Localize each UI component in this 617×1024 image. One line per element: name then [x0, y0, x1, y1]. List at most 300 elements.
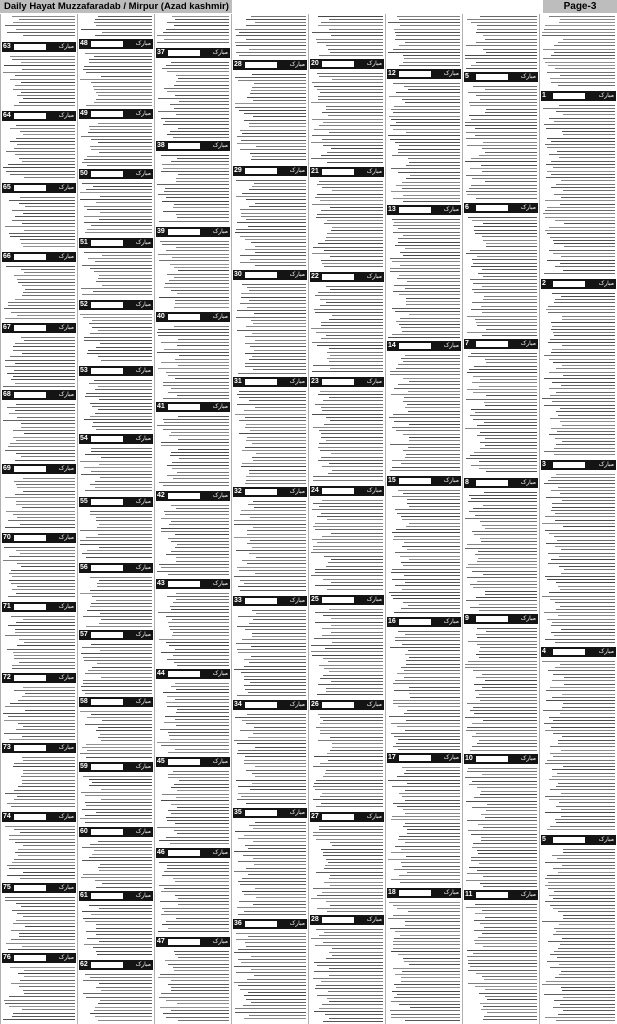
text-line: [561, 809, 615, 810]
text-line: [175, 699, 229, 700]
text-line: [399, 145, 460, 146]
ad-number-band: [79, 697, 153, 707]
text-line: [321, 322, 383, 323]
text-line: [251, 956, 306, 957]
ad-number-band: [2, 390, 76, 400]
text-line: [163, 1013, 229, 1014]
text-line: [562, 345, 615, 346]
ad-number: 48: [80, 40, 88, 47]
text-line: [21, 427, 75, 428]
text-line: [552, 382, 615, 383]
ad-blank-slot: [322, 169, 354, 175]
text-line: [471, 65, 537, 66]
text-line: [16, 125, 75, 126]
text-line: [23, 134, 75, 135]
text-line: [92, 596, 152, 597]
text-line: [485, 528, 537, 529]
text-line: [12, 1016, 75, 1017]
ad-text-block: [464, 490, 538, 612]
text-line: [409, 314, 460, 315]
text-line: [238, 959, 306, 960]
text-line: [470, 279, 537, 280]
text-line: [401, 562, 460, 563]
text-line: [87, 156, 152, 157]
text-line: [16, 484, 75, 485]
ad-brand-mark: مبارک: [366, 813, 382, 820]
text-line: [163, 382, 229, 383]
text-line: [474, 452, 537, 453]
text-line: [406, 720, 460, 721]
text-line: [162, 794, 229, 795]
ad-number: 21: [311, 168, 319, 175]
text-line: [407, 872, 460, 873]
text-line: [87, 717, 152, 718]
text-line: [161, 914, 229, 915]
text-line: [10, 236, 75, 237]
text-line: [172, 619, 229, 620]
ad-brand-mark: مبارک: [520, 340, 536, 347]
text-line: [96, 92, 152, 93]
text-line: [251, 1002, 306, 1003]
text-line: [84, 216, 152, 217]
text-line: [409, 381, 460, 382]
text-line: [13, 766, 75, 767]
text-line: [407, 710, 460, 711]
text-line: [96, 812, 152, 813]
text-line: [20, 239, 75, 240]
text-line: [248, 874, 306, 875]
ad-blank-slot: [168, 939, 200, 945]
text-line: [311, 158, 383, 159]
text-line: [323, 145, 383, 146]
text-line: [252, 333, 306, 334]
text-line: [256, 557, 306, 558]
text-line: [479, 993, 537, 994]
text-line: [163, 398, 229, 399]
text-line: [95, 35, 152, 36]
text-line: [241, 140, 306, 141]
text-line: [555, 266, 615, 267]
text-line: [168, 774, 230, 775]
text-line: [21, 92, 75, 93]
text-line: [234, 537, 306, 538]
ad-text-block: [387, 629, 461, 751]
text-line: [86, 757, 152, 758]
ad-text-block: [2, 14, 76, 40]
ad-text-block: [2, 264, 76, 321]
text-line: [237, 143, 306, 144]
text-line: [561, 971, 615, 972]
text-line: [326, 440, 383, 441]
text-line: [395, 142, 460, 143]
text-line: [160, 729, 229, 730]
text-line: [86, 805, 152, 806]
text-line: [317, 89, 383, 90]
text-line: [394, 997, 460, 998]
text-line: [171, 813, 229, 814]
text-line: [247, 530, 306, 531]
text-line: [397, 806, 460, 807]
text-line: [319, 1008, 383, 1009]
text-line: [322, 793, 383, 794]
text-line: [312, 253, 383, 254]
text-line: [242, 891, 306, 892]
text-line: [315, 789, 383, 790]
ad-blank-slot: [91, 171, 123, 177]
text-line: [17, 586, 75, 587]
ad-brand-mark: مبارک: [289, 809, 305, 816]
text-line: [327, 220, 383, 221]
text-line: [311, 552, 383, 553]
text-line: [96, 887, 152, 888]
ad-number-band: [79, 563, 153, 573]
text-line: [544, 273, 615, 274]
text-line: [392, 261, 460, 262]
ad-number: 66: [3, 253, 11, 260]
text-line: [173, 478, 229, 479]
text-line: [330, 750, 383, 751]
text-line: [477, 561, 537, 562]
text-line: [311, 651, 383, 652]
text-line: [255, 340, 306, 341]
text-line: [25, 206, 75, 207]
text-line: [86, 997, 152, 998]
text-line: [158, 194, 229, 195]
text-line: [394, 612, 460, 613]
text-line: [256, 897, 306, 898]
text-line: [393, 198, 460, 199]
text-line: [322, 466, 383, 467]
ad-brand-mark: مبارک: [135, 698, 151, 705]
text-line: [400, 25, 460, 26]
text-line: [409, 162, 460, 163]
text-line: [545, 862, 615, 863]
column-7: [462, 14, 539, 1024]
text-line: [242, 450, 306, 451]
text-line: [177, 544, 229, 545]
text-line: [327, 358, 383, 359]
text-line: [174, 662, 229, 663]
text-line: [14, 790, 75, 791]
text-line: [9, 413, 75, 414]
text-line: [324, 556, 383, 557]
text-line: [168, 928, 229, 929]
text-line: [332, 190, 383, 191]
text-line: [253, 116, 306, 117]
ad-number-band: [387, 341, 461, 351]
text-line: [480, 442, 537, 443]
text-line: [158, 111, 229, 112]
text-line: [314, 756, 383, 757]
text-line: [255, 407, 306, 408]
text-line: [556, 411, 615, 412]
text-line: [85, 232, 152, 233]
text-line: [21, 776, 75, 777]
text-line: [313, 247, 383, 248]
text-line: [249, 123, 306, 124]
text-line: [163, 124, 229, 125]
ad-blank-slot: [14, 955, 46, 961]
ad-text-block: [464, 626, 538, 752]
text-line: [15, 494, 75, 495]
text-line: [472, 736, 537, 737]
text-line: [400, 882, 460, 883]
text-line: [169, 626, 229, 627]
text-line: [98, 16, 152, 17]
text-line: [390, 928, 460, 929]
text-line: [394, 869, 460, 870]
text-line: [321, 437, 383, 438]
text-line: [542, 35, 615, 36]
text-line: [395, 311, 460, 312]
text-line: [322, 410, 383, 411]
text-line: [245, 427, 307, 428]
text-line: [547, 138, 615, 139]
text-line: [313, 427, 383, 428]
text-line: [406, 301, 460, 302]
text-line: [546, 177, 615, 178]
text-line: [246, 424, 306, 425]
text-line: [409, 687, 460, 688]
text-line: [392, 786, 460, 787]
text-line: [158, 368, 229, 369]
ad-text-block: [156, 860, 230, 935]
text-line: [176, 918, 229, 919]
text-line: [401, 849, 460, 850]
text-line: [563, 852, 615, 853]
text-line: [390, 470, 460, 471]
text-line: [558, 743, 615, 744]
text-line: [315, 572, 383, 573]
text-line: [87, 209, 152, 210]
text-line: [555, 220, 615, 221]
ad-number-band: [2, 42, 76, 52]
text-line: [481, 840, 537, 841]
text-line: [242, 878, 306, 879]
ad-number: 42: [157, 492, 165, 499]
text-line: [482, 910, 537, 911]
text-line: [23, 990, 75, 991]
text-line: [244, 995, 306, 996]
text-line: [398, 242, 460, 243]
ad-text-block: [233, 608, 307, 698]
ad-number-band: [79, 434, 153, 444]
text-line: [248, 737, 306, 738]
text-line: [553, 240, 615, 241]
text-line: [403, 201, 460, 202]
text-line: [312, 135, 383, 136]
text-line: [395, 552, 460, 553]
text-line: [82, 162, 152, 163]
text-line: [466, 730, 537, 731]
text-line: [86, 189, 152, 190]
text-line: [12, 210, 75, 211]
text-line: [482, 236, 537, 237]
text-line: [12, 220, 75, 221]
text-line: [405, 654, 460, 655]
text-line: [169, 280, 229, 281]
text-line: [476, 973, 537, 974]
ad-blank-slot: [91, 111, 123, 117]
text-line: [324, 266, 383, 267]
text-line: [89, 779, 152, 780]
text-line: [172, 635, 229, 636]
ad-number: 58: [80, 698, 88, 705]
ad-brand-mark: مبارک: [366, 701, 382, 708]
text-line: [552, 680, 615, 681]
text-line: [161, 993, 229, 994]
text-line: [253, 733, 306, 734]
text-line: [174, 108, 229, 109]
ad-number: 4: [542, 648, 546, 655]
text-line: [316, 806, 383, 807]
ad-number-band: [233, 808, 307, 818]
text-line: [332, 227, 383, 228]
ad-number-band: [310, 812, 384, 822]
text-line: [545, 530, 615, 531]
text-line: [83, 317, 152, 318]
text-line: [92, 327, 152, 328]
text-line: [468, 356, 537, 357]
text-line: [555, 513, 615, 514]
text-line: [98, 356, 152, 357]
text-line: [409, 437, 460, 438]
text-line: [88, 258, 152, 259]
text-line: [483, 876, 537, 877]
text-line: [4, 308, 75, 309]
text-line: [176, 181, 229, 182]
text-line: [317, 542, 383, 543]
text-line: [17, 487, 75, 488]
text-line: [475, 135, 537, 136]
text-line: [468, 564, 537, 565]
ad-number: 24: [311, 487, 319, 494]
text-line: [555, 977, 615, 978]
text-line: [329, 1018, 383, 1019]
text-line: [472, 178, 537, 179]
text-line: [321, 433, 383, 434]
text-line: [558, 783, 615, 784]
text-line: [19, 936, 75, 937]
text-line: [399, 275, 460, 276]
text-line: [554, 45, 615, 46]
ad-brand-mark: مبارک: [520, 615, 536, 622]
text-line: [469, 102, 537, 103]
text-line: [238, 373, 307, 374]
ad-blank-slot: [14, 325, 46, 331]
text-line: [173, 771, 229, 772]
text-line: [549, 533, 615, 534]
text-line: [559, 22, 615, 23]
ad-text-block: [2, 824, 76, 881]
text-line: [177, 345, 229, 346]
text-line: [24, 230, 75, 231]
text-line: [7, 875, 75, 876]
text-line: [248, 992, 306, 993]
ad-number-band: [156, 579, 230, 589]
text-line: [174, 830, 229, 831]
text-line: [479, 740, 537, 741]
text-line: [395, 585, 460, 586]
text-line: [545, 576, 615, 577]
text-line: [96, 429, 152, 430]
ad-brand-mark: مبارک: [289, 701, 305, 708]
text-line: [472, 571, 537, 572]
text-line: [80, 753, 152, 754]
text-line: [98, 386, 152, 387]
text-line: [159, 482, 229, 483]
text-line: [467, 950, 537, 951]
text-line: [564, 223, 615, 224]
text-line: [251, 646, 306, 647]
ad-blank-slot: [553, 649, 585, 655]
text-line: [179, 458, 229, 459]
text-line: [24, 433, 75, 434]
text-line: [15, 75, 75, 76]
text-line: [90, 129, 152, 130]
text-line: [473, 670, 537, 671]
text-line: [81, 474, 152, 475]
text-line: [101, 789, 152, 790]
text-line: [471, 857, 537, 858]
text-line: [542, 398, 615, 399]
text-line: [19, 662, 75, 663]
text-line: [242, 193, 306, 194]
text-line: [397, 513, 460, 514]
text-line: [318, 460, 383, 461]
text-line: [560, 75, 615, 76]
text-line: [542, 921, 615, 922]
text-line: [468, 768, 537, 769]
text-line: [236, 52, 306, 53]
text-line: [480, 794, 537, 795]
text-line: [394, 421, 460, 422]
text-line: [550, 954, 615, 955]
ad-blank-slot: [322, 379, 354, 385]
text-line: [319, 506, 383, 507]
text-line: [390, 371, 460, 372]
text-line: [174, 277, 229, 278]
text-line: [405, 1020, 460, 1021]
text-line: [564, 677, 616, 678]
text-line: [325, 865, 383, 866]
text-line: [166, 817, 229, 818]
text-line: [8, 596, 75, 597]
text-line: [320, 717, 383, 718]
text-line: [255, 22, 306, 23]
text-line: [319, 443, 383, 444]
text-line: [12, 59, 75, 60]
text-line: [11, 939, 75, 940]
text-line: [332, 315, 383, 316]
ad-blank-slot: [399, 71, 431, 77]
ad-text-block: [2, 965, 76, 1023]
text-line: [400, 556, 460, 557]
text-line: [21, 566, 75, 567]
text-line: [485, 112, 537, 113]
text-line: [403, 235, 460, 236]
ad-number: 55: [80, 498, 88, 505]
text-line: [331, 625, 383, 626]
text-line: [479, 657, 538, 658]
text-line: [551, 477, 615, 478]
text-line: [166, 372, 229, 373]
text-line: [96, 928, 152, 929]
text-line: [174, 25, 229, 26]
text-line: [562, 990, 616, 991]
text-line: [393, 598, 460, 599]
text-line: [468, 830, 537, 831]
